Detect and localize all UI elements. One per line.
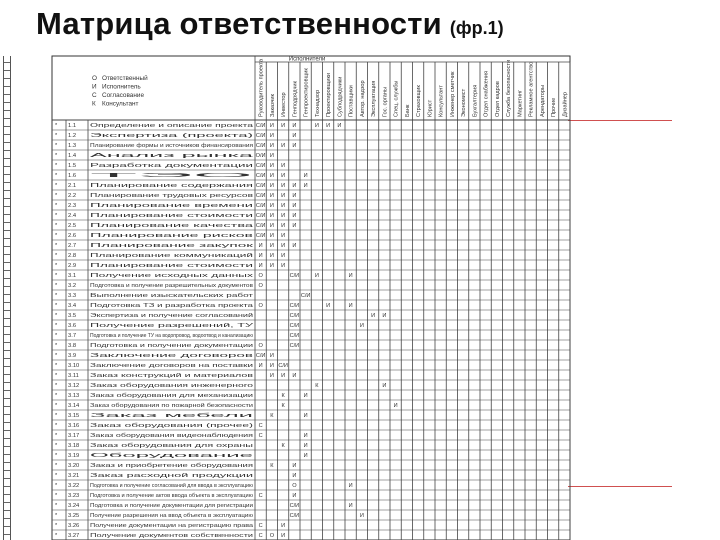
row-marker: * bbox=[55, 153, 58, 160]
legend-code: О bbox=[92, 75, 97, 82]
matrix-cell: И bbox=[269, 143, 274, 150]
column-header-3: Инвестор bbox=[281, 92, 288, 117]
matrix-cell: С bbox=[258, 433, 263, 440]
matrix-cell: И bbox=[281, 203, 286, 210]
matrix-cell: И bbox=[281, 183, 286, 190]
row-marker: * bbox=[55, 273, 58, 280]
column-header-4: Генподрядчик bbox=[292, 81, 299, 117]
matrix-cell: И bbox=[303, 393, 308, 400]
row-id: 3.26 bbox=[68, 523, 80, 530]
row-id: 1.1 bbox=[68, 123, 77, 130]
row-task: Заказ и приобретение оборудования bbox=[90, 463, 253, 470]
matrix-cell: И bbox=[348, 273, 353, 280]
matrix-cell: И bbox=[393, 403, 398, 410]
row-task: Заключение договоров bbox=[90, 353, 254, 360]
row-task: ТЭО bbox=[90, 173, 262, 180]
row-task: Заказ оборудования (прочее) bbox=[90, 423, 254, 430]
row-id: 3.20 bbox=[68, 463, 80, 470]
matrix-cell: С/И bbox=[255, 173, 266, 180]
matrix-cell: И bbox=[292, 373, 297, 380]
row-id: 3.7 bbox=[68, 333, 77, 340]
row-marker: * bbox=[55, 523, 58, 530]
column-header-9: Поставщики bbox=[348, 85, 355, 117]
matrix-cell: О bbox=[258, 273, 263, 280]
row-id: 3.8 bbox=[68, 343, 77, 350]
column-header-22: Отдел кадров bbox=[494, 81, 501, 117]
matrix-cell: И bbox=[314, 273, 319, 280]
matrix-cell: С bbox=[258, 523, 263, 530]
column-header-1: Руководитель проекта bbox=[258, 58, 265, 117]
row-id: 3.25 bbox=[68, 513, 80, 520]
matrix-cell: И bbox=[269, 163, 274, 170]
matrix-cell: И bbox=[292, 143, 297, 150]
matrix-cell: И bbox=[281, 213, 286, 220]
row-task: Подготовка и получение ТУ на водопровод, водоотвод и канализацию bbox=[90, 333, 253, 340]
row-id: 3.2 bbox=[68, 283, 77, 290]
row-id: 2.9 bbox=[68, 263, 77, 270]
row-marker: * bbox=[55, 243, 58, 250]
matrix-cell: И bbox=[292, 203, 297, 210]
column-header-27: Прочие bbox=[551, 97, 558, 117]
matrix-cell: И bbox=[258, 263, 263, 270]
row-id: 3.9 bbox=[68, 353, 77, 360]
matrix-cell: И bbox=[258, 363, 263, 370]
row-task: Заказ оборудования для механизации bbox=[90, 393, 253, 400]
matrix-cell: И bbox=[269, 223, 274, 230]
matrix-cell: И bbox=[281, 233, 286, 240]
row-id: 2.7 bbox=[68, 243, 77, 250]
title-main: Матрица ответственности bbox=[36, 6, 442, 41]
column-header-15: Страховщик bbox=[416, 85, 423, 117]
matrix-cell: И bbox=[348, 483, 353, 490]
column-header-17: Консультант bbox=[438, 85, 445, 117]
column-header-12: Гос. органы bbox=[382, 86, 389, 117]
matrix-cell: И bbox=[281, 193, 286, 200]
row-id: 3.14 bbox=[68, 403, 80, 410]
matrix-cell: И bbox=[303, 453, 308, 460]
row-id: 2.5 bbox=[68, 223, 77, 230]
row-marker: * bbox=[55, 213, 58, 220]
row-marker: * bbox=[55, 393, 58, 400]
matrix-cell: О bbox=[258, 303, 263, 310]
row-id: 3.1 bbox=[68, 273, 77, 280]
matrix-cell: С/И bbox=[255, 123, 266, 130]
column-header-2: Заказчик bbox=[269, 94, 276, 117]
column-header-8: Субподрядчики bbox=[337, 76, 344, 117]
matrix-cell: С/И bbox=[255, 163, 266, 170]
matrix-cell: С/И bbox=[255, 213, 266, 220]
matrix-cell: И bbox=[371, 313, 376, 320]
row-task: Заключение договоров на поставки bbox=[90, 363, 253, 370]
row-marker: * bbox=[55, 263, 58, 270]
row-task: Планирование рисков bbox=[90, 233, 254, 240]
matrix-cell: К bbox=[270, 463, 274, 470]
row-task: Планирование закупок bbox=[90, 243, 255, 250]
matrix-cell: И bbox=[337, 123, 342, 130]
matrix-cell: И bbox=[281, 143, 286, 150]
matrix-cell: И bbox=[281, 253, 286, 260]
row-id: 3.10 bbox=[68, 363, 80, 370]
row-id: 1.2 bbox=[68, 133, 77, 140]
matrix-cell: С/И bbox=[255, 203, 266, 210]
row-marker: * bbox=[55, 303, 58, 310]
matrix-cell: И bbox=[269, 133, 274, 140]
row-marker: * bbox=[55, 513, 58, 520]
matrix-cell: И bbox=[281, 173, 286, 180]
matrix-cell: С bbox=[258, 533, 263, 540]
row-marker: * bbox=[55, 403, 58, 410]
matrix-cell: С/И bbox=[289, 503, 300, 510]
matrix-cell: И bbox=[303, 433, 308, 440]
matrix-cell: И bbox=[292, 183, 297, 190]
matrix-cell: И bbox=[292, 493, 297, 500]
column-header-24: Маркетинг bbox=[517, 89, 524, 117]
matrix-cell: И bbox=[382, 313, 387, 320]
row-id: 1.3 bbox=[68, 143, 77, 150]
row-task: Анализ рынка bbox=[90, 153, 257, 160]
row-id: 2.6 bbox=[68, 233, 77, 240]
column-header-7: Проектировщики bbox=[326, 72, 333, 117]
row-task: Планирование трудовых ресурсов bbox=[90, 193, 254, 200]
row-id: 3.13 bbox=[68, 393, 80, 400]
row-task: Планирование формы и источников финансирования bbox=[90, 143, 253, 150]
column-header-19: Экономист bbox=[461, 88, 468, 117]
row-task: Планирование коммуникаций bbox=[90, 253, 168, 260]
column-header-14: Банк bbox=[404, 104, 411, 117]
column-header-21: Отдел снабжения bbox=[483, 71, 490, 117]
row-task: Заказ конструкций и материалов bbox=[90, 373, 176, 380]
row-id: 1.6 bbox=[68, 173, 77, 180]
row-marker: * bbox=[55, 363, 58, 370]
matrix-cell: И bbox=[269, 153, 274, 160]
column-header-26: Арендаторы bbox=[539, 84, 546, 117]
row-marker: * bbox=[55, 423, 58, 430]
matrix-cell: И bbox=[348, 503, 353, 510]
row-marker: * bbox=[55, 253, 58, 260]
matrix-cell: И bbox=[269, 373, 274, 380]
row-marker: * bbox=[55, 163, 58, 170]
row-task: Получение документов собственности bbox=[90, 533, 253, 540]
row-marker: * bbox=[55, 383, 58, 390]
legend-code: К bbox=[92, 100, 96, 108]
column-header-18: Инженер сметчик bbox=[449, 71, 456, 117]
matrix-cell: К bbox=[270, 413, 274, 420]
column-header-13: Спец. службы bbox=[393, 80, 400, 117]
row-id: 3.18 bbox=[68, 443, 80, 450]
row-task: Получение исходных данных bbox=[90, 273, 254, 280]
row-marker: * bbox=[55, 323, 58, 330]
matrix-cell: С/И bbox=[289, 513, 300, 520]
matrix-cell: С/И bbox=[289, 273, 300, 280]
matrix-cell: И bbox=[269, 363, 274, 370]
matrix-cell: И bbox=[292, 133, 297, 140]
row-task: Подготовка и получение согласований для ввода в эксплуатацию bbox=[90, 483, 261, 490]
matrix-cell: С/И bbox=[289, 303, 300, 310]
matrix-cell: К bbox=[281, 403, 285, 410]
row-marker: * bbox=[55, 203, 58, 210]
row-id: 3.16 bbox=[68, 423, 80, 430]
row-task: Подготовка и получение документации bbox=[90, 343, 253, 350]
matrix-cell: С/И bbox=[289, 313, 300, 320]
row-marker: * bbox=[55, 343, 58, 350]
matrix-cell: К bbox=[281, 393, 285, 400]
row-task: Получение разрешения на ввод объекта в эксплуатацию bbox=[90, 513, 253, 520]
matrix-cell: И bbox=[303, 173, 308, 180]
matrix-cell: И bbox=[281, 263, 286, 270]
row-task: Планирование времени bbox=[90, 203, 253, 210]
row-task: Заказ оборудования видеонаблюдения bbox=[90, 433, 253, 440]
column-header-16: Юрист bbox=[427, 99, 434, 117]
matrix-cell: И bbox=[292, 193, 297, 200]
row-id: 3.17 bbox=[68, 433, 80, 440]
matrix-cell: К bbox=[281, 443, 285, 450]
row-id: 2.8 bbox=[68, 253, 77, 260]
matrix-cell: И bbox=[281, 533, 286, 540]
matrix-cell: И bbox=[269, 353, 274, 360]
matrix-cell: И bbox=[292, 223, 297, 230]
row-id: 3.5 bbox=[68, 313, 77, 320]
matrix-cell: И bbox=[292, 463, 297, 470]
row-marker: * bbox=[55, 493, 58, 500]
matrix-cell: И bbox=[269, 213, 274, 220]
row-marker: * bbox=[55, 413, 58, 420]
matrix-cell: С/И bbox=[255, 133, 266, 140]
row-marker: * bbox=[55, 133, 58, 140]
row-id: 3.23 bbox=[68, 493, 80, 500]
matrix-cell: С/И bbox=[255, 183, 266, 190]
matrix-cell: С/И bbox=[289, 333, 300, 340]
row-id: 2.1 bbox=[68, 183, 77, 190]
row-task: Подготовка ТЗ и разработка проекта bbox=[90, 303, 255, 310]
matrix-cell: С/И bbox=[255, 353, 266, 360]
matrix-cell: О bbox=[258, 343, 263, 350]
row-task: Экспертиза (проекта) bbox=[90, 133, 254, 140]
matrix-cell: И bbox=[281, 163, 286, 170]
row-marker: * bbox=[55, 193, 58, 200]
matrix-cell: С/И bbox=[255, 233, 266, 240]
matrix-cell: И bbox=[269, 183, 274, 190]
legend-label: Исполнитель bbox=[102, 83, 141, 91]
row-task: Получение документации на регистрацию права bbox=[90, 523, 255, 530]
row-marker: * bbox=[55, 293, 58, 300]
row-marker: * bbox=[55, 453, 58, 460]
row-task: Экспертиза и получение согласований bbox=[90, 313, 191, 320]
matrix-cell: О bbox=[269, 533, 275, 540]
row-marker: * bbox=[55, 483, 58, 490]
row-id: 3.11 bbox=[68, 373, 79, 380]
row-task: Планирование стоимости bbox=[90, 213, 253, 220]
matrix-cell: И bbox=[348, 303, 353, 310]
matrix-cell: О bbox=[258, 283, 263, 290]
row-marker: * bbox=[55, 443, 58, 450]
matrix-cell: И bbox=[292, 473, 297, 480]
column-header-10: Автор. надзор bbox=[359, 80, 366, 117]
row-marker: * bbox=[55, 223, 58, 230]
row-marker: * bbox=[55, 233, 58, 240]
row-marker: * bbox=[55, 173, 58, 180]
matrix-cell: И bbox=[359, 323, 364, 330]
row-marker: * bbox=[55, 473, 58, 480]
matrix-cell: И bbox=[269, 193, 274, 200]
row-task: Заказ оборудования для охраны bbox=[90, 443, 253, 450]
column-header-20: Бухгалтерия bbox=[472, 84, 479, 117]
matrix-cell: С/И bbox=[255, 143, 266, 150]
row-marker: * bbox=[55, 283, 58, 290]
row-marker: * bbox=[55, 123, 58, 130]
matrix-cell: И bbox=[281, 223, 286, 230]
row-task: Разработка документации bbox=[90, 163, 253, 170]
matrix-cell: С/И bbox=[255, 223, 266, 230]
row-task: Заказ оборудования инженерного bbox=[90, 383, 253, 390]
row-id: 1.4 bbox=[68, 153, 77, 160]
row-task: Планирование качества bbox=[90, 223, 256, 230]
row-id: 3.3 bbox=[68, 293, 77, 300]
row-task: Определение и описание проекта bbox=[90, 123, 255, 130]
row-marker: * bbox=[55, 333, 58, 340]
matrix-cell: И bbox=[303, 443, 308, 450]
group-header: Исполнители bbox=[288, 56, 326, 63]
row-id: 3.24 bbox=[68, 503, 80, 510]
row-marker: * bbox=[55, 353, 58, 360]
matrix-cell: И bbox=[292, 213, 297, 220]
matrix-cell: И bbox=[258, 243, 263, 250]
matrix-cell: И bbox=[281, 243, 286, 250]
row-marker: * bbox=[55, 533, 58, 540]
column-header-25: Рекламное агентство bbox=[528, 61, 535, 117]
column-header-5: Генпроектировщик bbox=[303, 68, 310, 117]
matrix-cell: И bbox=[269, 263, 274, 270]
matrix-cell: С/И bbox=[255, 193, 266, 200]
matrix-cell: О/И bbox=[255, 153, 266, 160]
row-id: 3.27 bbox=[68, 533, 80, 540]
row-marker: * bbox=[55, 503, 58, 510]
legend-label: Консультант bbox=[102, 100, 139, 108]
legend-label: Согласование bbox=[102, 92, 144, 99]
legend-code: С bbox=[92, 92, 97, 99]
row-task: Подготовка и получение актов ввода объекта в эксплуатацию bbox=[90, 493, 253, 500]
matrix-cell: И bbox=[269, 243, 274, 250]
matrix-cell: И bbox=[382, 383, 387, 390]
row-id: 3.21 bbox=[68, 473, 80, 480]
row-task: Получение разрешений, ТУ bbox=[90, 323, 162, 330]
matrix-cell: И bbox=[281, 523, 286, 530]
row-task: Планирование содержания bbox=[90, 183, 253, 190]
matrix-cell: И bbox=[269, 233, 274, 240]
matrix-cell: С/И bbox=[289, 323, 300, 330]
matrix-cell: И bbox=[269, 173, 274, 180]
row-task: Заказ мебели bbox=[90, 413, 253, 420]
row-task: Выполнение изыскательских работ bbox=[90, 293, 254, 300]
row-id: 3.22 bbox=[68, 483, 80, 490]
row-marker: * bbox=[55, 143, 58, 150]
row-id: 1.5 bbox=[68, 163, 77, 170]
legend-label: Ответственный bbox=[102, 75, 148, 82]
row-marker: * bbox=[55, 463, 58, 470]
matrix-cell: И bbox=[292, 123, 297, 130]
matrix-cell: И bbox=[326, 123, 331, 130]
matrix-cell: С bbox=[258, 423, 263, 430]
row-id: 2.4 bbox=[68, 213, 77, 220]
row-id: 3.12 bbox=[68, 383, 80, 390]
matrix-cell: И bbox=[281, 373, 286, 380]
row-task: Планирование стоимости bbox=[90, 263, 253, 270]
row-task: Заказ расходной продукции bbox=[90, 473, 163, 480]
legend-code: И bbox=[92, 83, 97, 91]
row-task: Подготовка и получение разрешительных документов bbox=[90, 283, 254, 290]
row-id: 3.15 bbox=[68, 413, 80, 420]
column-header-11: Эксплуатация bbox=[371, 80, 378, 117]
row-marker: * bbox=[55, 183, 58, 190]
matrix-cell: С/И bbox=[289, 343, 300, 350]
title-sub: (фр.1) bbox=[449, 18, 504, 38]
matrix-cell: О bbox=[292, 483, 297, 490]
matrix-cell: И bbox=[303, 413, 308, 420]
matrix-cell: И bbox=[359, 513, 364, 520]
matrix-cell: И bbox=[269, 253, 274, 260]
matrix-cell: И bbox=[314, 123, 319, 130]
row-marker: * bbox=[55, 373, 58, 380]
matrix-cell: И bbox=[269, 123, 274, 130]
row-id: 3.4 bbox=[68, 303, 77, 310]
matrix-cell: К bbox=[315, 383, 319, 390]
matrix-cell: И bbox=[292, 243, 297, 250]
column-header-28: Дизайнер bbox=[562, 91, 569, 117]
row-task: Оборудование bbox=[90, 453, 253, 460]
matrix-cell: С bbox=[258, 493, 263, 500]
matrix-cell: И bbox=[326, 303, 331, 310]
column-header-23: Служба безопасности bbox=[506, 59, 513, 117]
matrix-cell: С/И bbox=[300, 293, 311, 300]
row-id: 2.3 bbox=[68, 203, 77, 210]
matrix-cell: И bbox=[258, 253, 263, 260]
matrix-cell: С/И bbox=[278, 363, 288, 370]
row-task: Заказ оборудования по пожарной безопасности bbox=[90, 403, 215, 410]
matrix-cell: И bbox=[281, 123, 286, 130]
matrix-cell: И bbox=[269, 203, 274, 210]
row-marker: * bbox=[55, 313, 58, 320]
row-id: 3.19 bbox=[68, 453, 80, 460]
column-header-6: Технадзор bbox=[314, 89, 321, 117]
matrix-cell: И bbox=[303, 183, 308, 190]
row-id: 3.6 bbox=[68, 323, 77, 330]
row-id: 2.2 bbox=[68, 193, 77, 200]
row-marker: * bbox=[55, 433, 58, 440]
row-task: Подготовка и получение документации для регистрации bbox=[90, 503, 253, 510]
